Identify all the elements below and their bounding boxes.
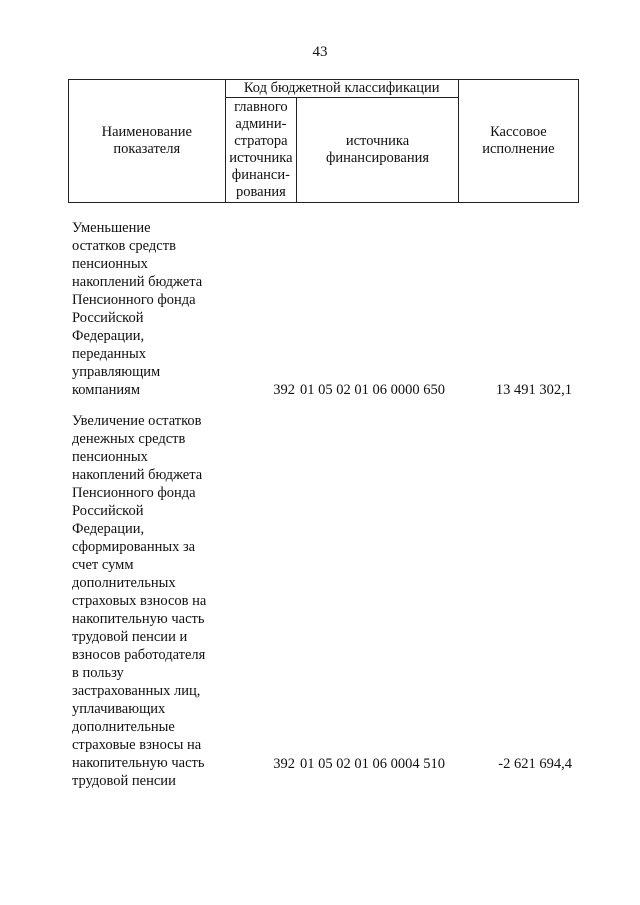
- row-admin-code: 392: [273, 756, 295, 772]
- row-name: Увеличение остатков денежных средств пенсионных накоплений бюджета Пенсионного фонда Российской Федерации, сформированных за счет сумм дополнительных страховых взносов на накопительную часть трудовой пенсии и взносов работодателя в пользу застрахованных лиц, уплачивающих дополнительные страховые взносы на накопительную часть трудовой пенсии: [72, 413, 207, 789]
- page-number: 43: [312, 44, 328, 60]
- header-budget-code-group: Код бюджетной классификации: [225, 80, 458, 98]
- table-header: [68, 79, 579, 203]
- row-source-code: 01 05 02 01 06 0004 510: [300, 756, 445, 772]
- header-indicator-name: Наименование показателя: [69, 80, 226, 203]
- row-amount: 13 491 302,1: [495, 382, 572, 398]
- header-financing-source: источника финансирования: [297, 98, 459, 203]
- row-admin-code: 392: [273, 382, 295, 398]
- row-source-code: 01 05 02 01 06 0000 650: [300, 382, 445, 398]
- header-cash-execution: Кассовое исполнение: [458, 80, 578, 203]
- row-name: Уменьшение остатков средств пенсионных накоплений бюджета Пенсионного фонда Российской Федерации, переданных управляющим компаниям: [72, 220, 203, 398]
- row-amount: -2 621 694,4: [498, 756, 572, 772]
- header-chief-admin: главного админи-стратора источника финанси-рования: [225, 98, 297, 203]
